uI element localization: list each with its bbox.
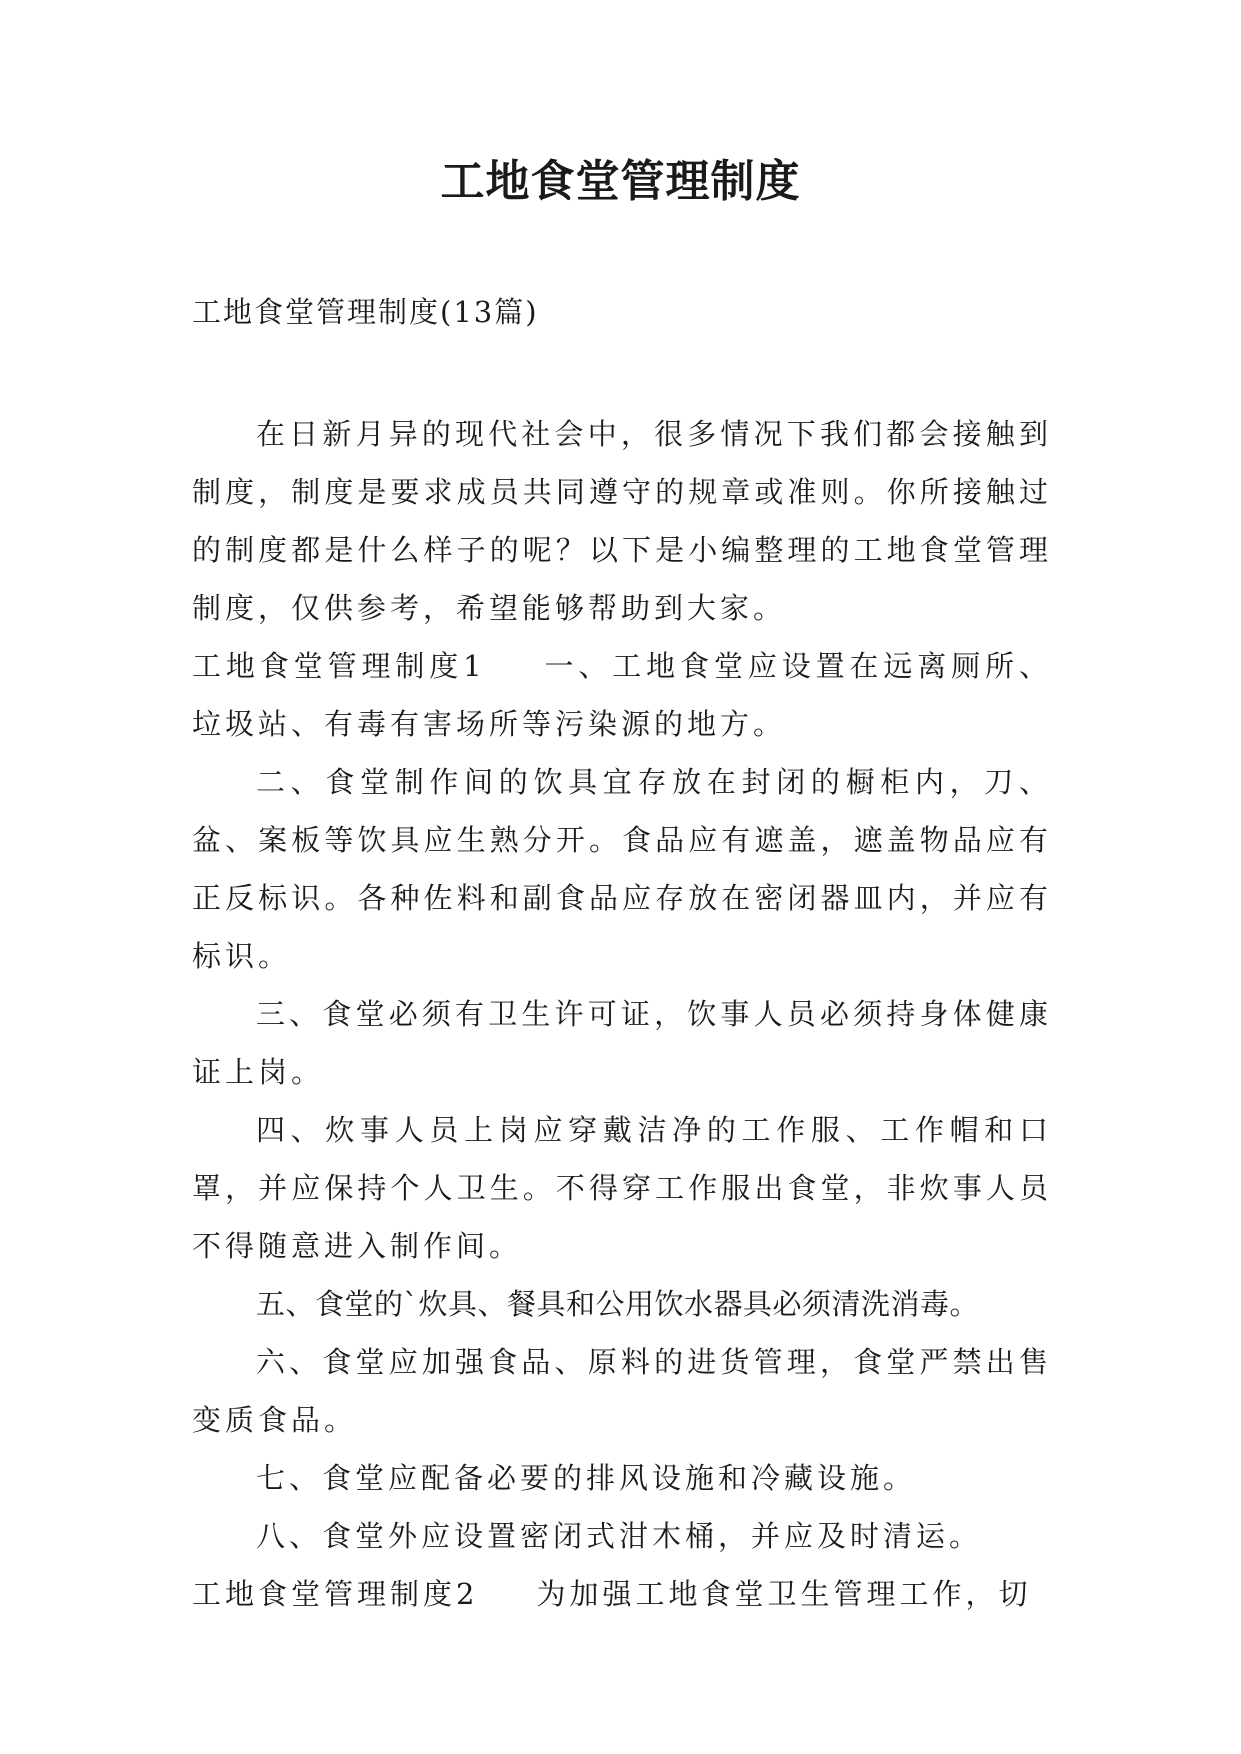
rule-5-paragraph: 五、食堂的`炊具、餐具和公用饮水器具必须清洗消毒。 <box>256 1287 980 1321</box>
section-2-intro-text: 为加强工地食堂卫生管理工作，切 <box>536 1577 1032 1611</box>
rule-1-text: 一、工地食堂应设置在远离厕所、垃圾站、有毒有害场所等污染源的地方。 <box>192 649 1052 741</box>
document-title: 工地食堂管理制度 <box>440 156 801 207</box>
rule-6-paragraph: 六、食堂应加强食品、原料的进货管理，食堂严禁出售变质食品。 <box>192 1345 1052 1437</box>
rule-7-paragraph: 七、食堂应配备必要的排风设施和冷藏设施。 <box>256 1461 917 1495</box>
rule-2-paragraph: 二、食堂制作间的饮具宜存放在封闭的橱柜内，刀、盆、案板等饮具应生熟分开。食品应有遮盖，遮盖物品应有正反标识。各种佐料和副食品应存放在密闭器皿内，并应有标识。 <box>192 765 1052 973</box>
section-1-line <box>192 637 1052 753</box>
rule-3-paragraph: 三、食堂必须有卫生许可证，饮事人员必须持身体健康证上岗。 <box>192 997 1052 1089</box>
intro-paragraph: 在日新月异的现代社会中，很多情况下我们都会接触到制度，制度是要求成员共同遵守的规章或准则。你所接触过的制度都是什么样子的呢？以下是小编整理的工地食堂管理制度，仅供参考，希望能够帮助到大家。 <box>192 417 1052 625</box>
section-2-line <box>192 1565 1052 1623</box>
section-heading-1: 工地食堂管理制度1 <box>192 649 486 683</box>
document-subtitle: 工地食堂管理制度(13篇) <box>192 295 539 329</box>
document-body <box>192 405 1052 1623</box>
rule-4-paragraph: 四、炊事人员上岗应穿戴洁净的工作服、工作帽和口罩，并应保持个人卫生。不得穿工作服出食堂，非炊事人员不得随意进入制作间。 <box>192 1113 1052 1263</box>
rule-8-paragraph: 八、食堂外应设置密闭式泔木桶，并应及时清运。 <box>256 1519 983 1553</box>
section-heading-2: 工地食堂管理制度2 <box>192 1577 479 1611</box>
